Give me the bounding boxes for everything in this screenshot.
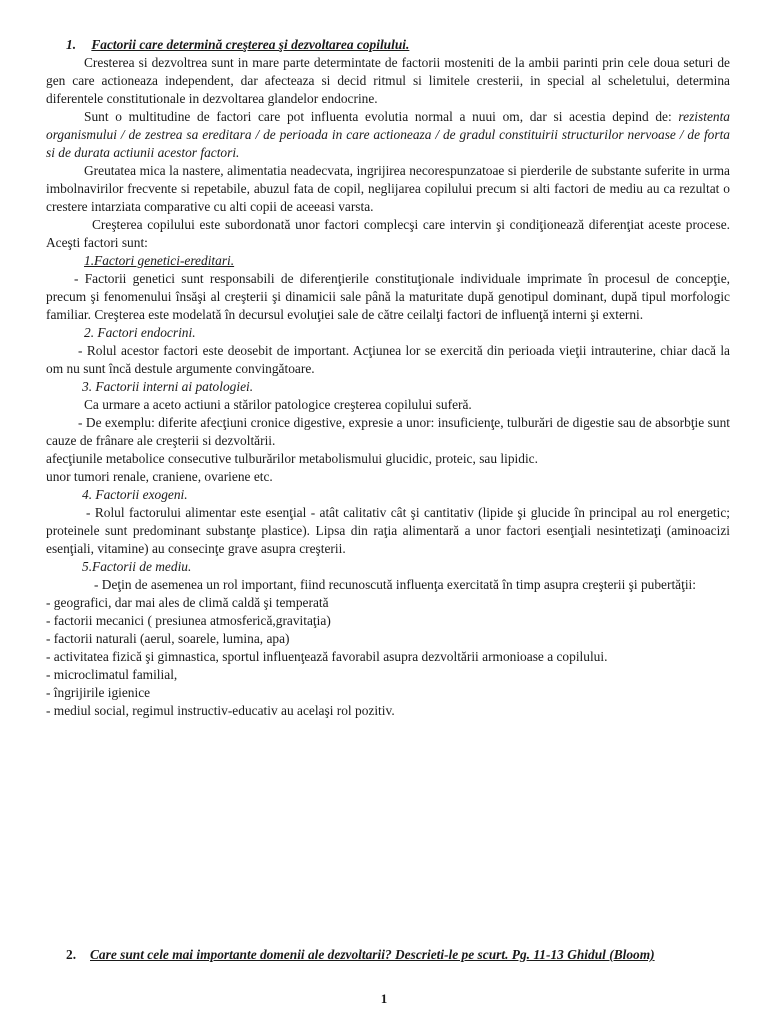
subheading-pathology: 3. Factorii interni ai patologiei. — [82, 379, 254, 394]
paragraph-3: Greutatea mica la nastere, alimentatia neadecvata, ingrijirea necorespunzatoae si pierderile de substante suferite in urma imbolnavirilor frecvente si repetabile, abuzul fata de copil, neglijarea copilului precum si alti factori de mediu au ca rezultat o crestere intarziata comparative cu alti copii de aceeasi varsta. — [46, 163, 730, 214]
list-item: - microclimatul familial, — [46, 667, 178, 682]
subheading-environment: 5.Factorii de mediu. — [82, 559, 192, 574]
list-item: - factorii mecanici ( presiunea atmosferică,gravitaţia) — [46, 613, 331, 628]
page-number: 1 — [380, 991, 388, 1006]
paragraph-2-lead: Sunt o multitudine de factori care pot influenta evolutia normal a nuui om, dar si acestia depind de: — [84, 109, 672, 124]
document-body — [46, 36, 730, 720]
paragraph-4: Creşterea copilului este subordonată unor factori complecşi care intervin şi condiţionează diferenţiat aceste procese. Aceşti factori sunt: — [46, 217, 730, 250]
environment-factor-list — [46, 594, 730, 720]
exogenous-text: - Rolul factorului alimentar este esenţial - atât calitativ cât şi cantitativ (lipide şi glucide în principal au rol energetic; proteinele sunt predominant substanţe plastice). Lipsa din raţia alimentară a unor factori esenţiali nesintetizaţi (aminoacizi esenţiali, vitamine) au consecinţe grave asupra creşterii. — [46, 505, 730, 556]
pathology-text-3: afecţiunile metabolice consecutive tulburărilor metabolismului glucidic, proteic, sau lipidic. — [46, 451, 538, 466]
paragraph-2 — [46, 108, 730, 162]
list-item: - îngrijirile igienice — [46, 685, 151, 700]
pathology-text-2: - De exemplu: diferite afecţiuni cronice digestive, expresie a unor: insuficienţe, tulburări de digestie sau de absorbţie sunt cauze de frânare ale creşterii si dezvoltării. — [46, 415, 730, 448]
endocrine-text: - Rolul acestor factori este deosebit de important. Acţiunea lor se exercită din perioada vieţii intrauterine, chiar dacă la om nu sunt încă destule argumente convingătoare. — [46, 343, 730, 376]
genetic-text: - Factorii genetici sunt responsabili de diferenţierile constituţionale individuale imprimate în procesul de concepţie, precum şi fenomenului însăşi al creşterii şi dinamicii sale până la maturitate după genotipul dominant, după tipul morfologic familiar. Creşterea este modelată în decursul evoluţiei sale de către ceilalţi factori de influenţă interni şi externi. — [46, 271, 730, 322]
section2-title: Care sunt cele mai importante domenii ale dezvoltarii? Descrieti-le pe scurt. Pg. 11-13 Ghidul (Bloom) — [90, 947, 655, 962]
section1-heading — [46, 36, 730, 54]
subheading-endocrine: 2. Factori endocrini. — [84, 325, 196, 340]
section2-number: 2. — [66, 947, 77, 962]
pathology-text-4: unor tumori renale, craniene, ovariene etc. — [46, 469, 273, 484]
subheading-exogenous: 4. Factorii exogeni. — [82, 487, 188, 502]
section1-title: Factorii care determină creşterea şi dezvoltarea copilului. — [91, 37, 410, 52]
list-item: - activitatea fizică şi gimnastica, sportul influenţează favorabil asupra dezvoltării armonioase a copilului. — [46, 649, 608, 664]
list-item: - mediul social, regimul instructiv-educativ au acelaşi rol pozitiv. — [46, 703, 395, 718]
section1-number: 1. — [66, 37, 77, 52]
list-item: - factorii naturali (aerul, soarele, lumina, apa) — [46, 631, 290, 646]
environment-text: - Deţin de asemenea un rol important, fiind recunoscută influenţa exercitată în timp asupra creşterii şi pubertăţii: — [94, 577, 696, 592]
subheading-genetic: 1.Factori genetici-ereditari. — [84, 253, 235, 268]
section2-heading — [66, 946, 726, 964]
pathology-text-1: Ca urmare a aceto actiuni a stărilor patologice creşterea copilului suferă. — [84, 397, 472, 412]
paragraph-1: Cresterea si dezvoltrea sunt in mare parte determintate de factorii mosteniti de la ambii parinti prin cele doua seturi de gen care actioneaza independent, dar afecteaza si decid ritmul si limitele cresterii, in special al scheletului, determina diferentele constitutionale in dezvoltarea glandelor endocrine. — [46, 55, 730, 106]
list-item: - geografici, dar mai ales de climă caldă şi temperată — [46, 595, 329, 610]
paragraph-2-italic: rezistenta organismului / de zestrea sa ereditara / de perioada in care actioneaza / de gradul constituirii structurilor nervoase / de forta si de durata actiunii acestor factori. — [46, 109, 730, 160]
